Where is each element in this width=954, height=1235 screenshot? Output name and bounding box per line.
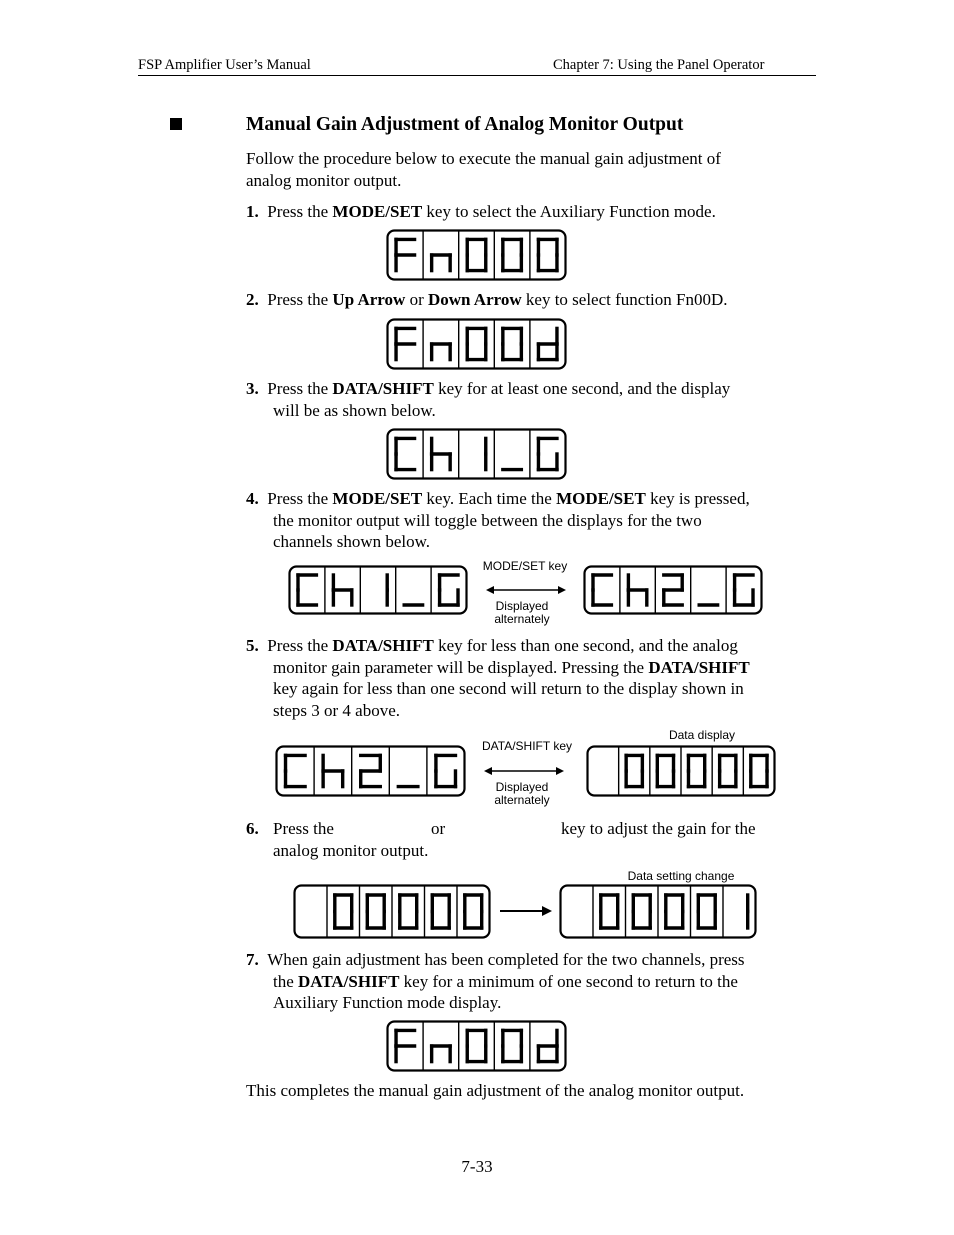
display-data-00000-b	[293, 884, 491, 939]
display-fn00d	[386, 318, 567, 370]
step-2: 2. Press the Up Arrow or Down Arrow key to select function Fn00D.	[246, 290, 728, 309]
double-arrow-icon	[486, 584, 566, 596]
step-4: 4. Press the MODE/SET key. Each time the MODE/SET key is pressed, the monitor output will toggle between the displays for the two channels shown below.	[246, 489, 750, 552]
header-rule	[138, 75, 816, 76]
step-7: 7. When gain adjustment has been completed for the two channels, press the DATA/SHIFT key for a minimum of one second to return to the Auxiliary Function mode display.	[246, 950, 745, 1013]
right-arrow-icon	[500, 905, 552, 917]
display-ch1-g-left	[288, 565, 468, 615]
intro-paragraph: Follow the procedure below to execute the manual gain adjustment of analog monitor output.	[246, 149, 721, 190]
section-title: Manual Gain Adjustment of Analog Monitor Output	[246, 114, 684, 135]
header-left: FSP Amplifier User’s Manual	[138, 57, 311, 73]
label-displayed-alternately: Displayed alternately	[494, 599, 550, 626]
label-datashift-key: DATA/SHIFT key	[481, 739, 572, 753]
step-3: 3. Press the DATA/SHIFT key for at least one second, and the display will be as shown below.	[246, 379, 731, 420]
section-bullet-icon	[170, 118, 182, 130]
label-data-display: Data display	[668, 728, 736, 742]
label-displayed-alternately-2: Displayed alternately	[494, 780, 550, 807]
header-right: Chapter 7: Using the Panel Operator	[553, 57, 765, 73]
label-modeset-key: MODE/SET key	[482, 559, 568, 573]
display-fn00d-final	[386, 1020, 567, 1072]
display-ch2-g-right	[583, 565, 763, 615]
display-ch1-g	[386, 428, 567, 480]
step-1: 1. Press the MODE/SET key to select the Auxiliary Function mode.	[246, 202, 716, 221]
display-data-00000	[586, 745, 776, 797]
display-ch2-g-left	[275, 745, 466, 797]
double-arrow-icon-2	[484, 765, 564, 777]
display-data-00001	[559, 884, 757, 939]
step-6: 6. Press the or key to adjust the gain for the analog monitor output.	[246, 819, 756, 860]
label-data-setting-change: Data setting change	[627, 869, 735, 883]
closing-paragraph: This completes the manual gain adjustment of the analog monitor output.	[246, 1081, 745, 1100]
page-number: 7-33	[461, 1157, 493, 1176]
step-5: 5. Press the DATA/SHIFT key for less than one second, and the analog monitor gain parameter will be displayed. Pressing the DATA/SHIFT key again for less than one second will return to the display shown in steps 3 or 4 above.	[246, 636, 750, 721]
display-fn000	[386, 229, 567, 281]
